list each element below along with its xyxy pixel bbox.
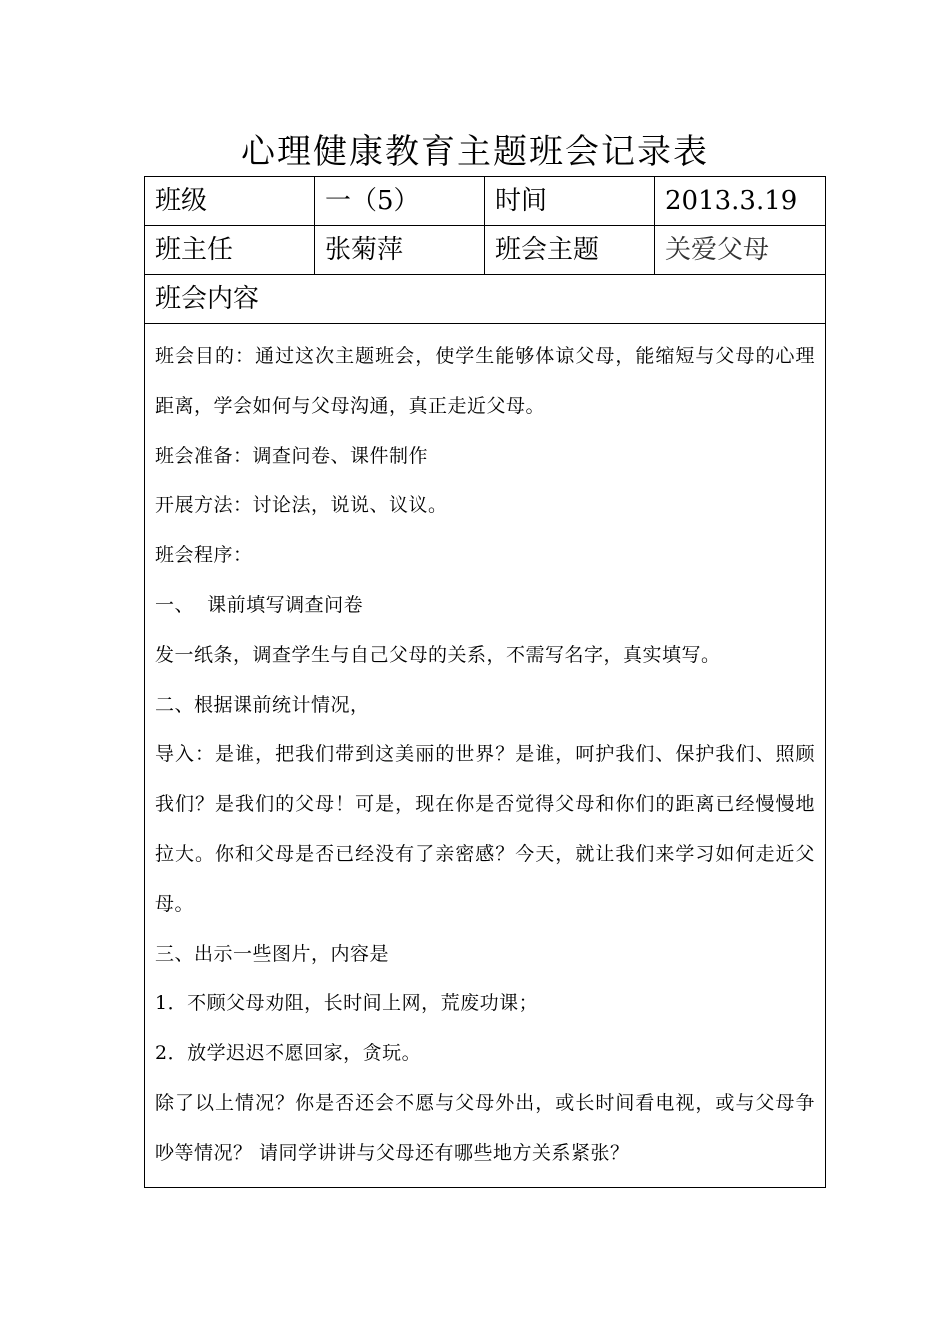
time-value: 2013.3.19 bbox=[655, 177, 826, 226]
step1-title: 一、 课前填写调查问卷 bbox=[155, 593, 364, 616]
document-title: 心理健康教育主题班会记录表 bbox=[241, 132, 709, 172]
table-row bbox=[145, 177, 826, 226]
content-cell bbox=[145, 324, 826, 1188]
procedure-heading: 班会程序： bbox=[155, 544, 253, 567]
class-label: 班级 bbox=[145, 177, 315, 226]
item2-text: 2．放学迟迟不愿回家，贪玩。 bbox=[155, 1042, 422, 1065]
item1-text: 1．不顾父母劝阻，长时间上网，荒废功课； bbox=[155, 992, 539, 1015]
theme-label: 班会主题 bbox=[485, 226, 655, 275]
step2-title: 二、根据课前统计情况， bbox=[155, 693, 370, 716]
content-label: 班会内容 bbox=[145, 275, 826, 324]
record-table bbox=[144, 176, 826, 1188]
closing-text: 除了以上情况？你是否还会不愿与父母外出，或长时间看电视，或与父母争吵等情况？ 请同学讲讲与父母还有哪些地方关系紧张？ bbox=[155, 1091, 815, 1164]
teacher-value: 张菊萍 bbox=[315, 226, 485, 275]
preparation-text: 班会准备：调查问卷、课件制作 bbox=[155, 444, 429, 467]
teacher-label: 班主任 bbox=[145, 226, 315, 275]
table-row bbox=[145, 275, 826, 324]
table-row bbox=[145, 226, 826, 275]
theme-value: 关爱父母 bbox=[655, 226, 826, 275]
time-label: 时间 bbox=[485, 177, 655, 226]
purpose-text: 班会目的：通过这次主题班会，使学生能够体谅父母，能缩短与父母的心理距离，学会如何与父母沟通，真正走近父母。 bbox=[155, 345, 815, 417]
table-row bbox=[145, 324, 826, 1188]
step2-text: 导入：是谁，把我们带到这美丽的世界？是谁，呵护我们、保护我们、照顾我们？是我们的父母！可是，现在你是否觉得父母和你们的距离已经慢慢地拉大。你和父母是否已经没有了亲密感？今天，就让我们来学习如何走近父母。 bbox=[155, 743, 815, 915]
method-text: 开展方法：讨论法，说说、议议。 bbox=[155, 494, 448, 517]
step3-title: 三、出示一些图片，内容是 bbox=[155, 942, 390, 965]
class-value: 一（5） bbox=[315, 177, 485, 226]
step1-text: 发一纸条，调查学生与自己父母的关系，不需写名字，真实填写。 bbox=[155, 643, 721, 666]
